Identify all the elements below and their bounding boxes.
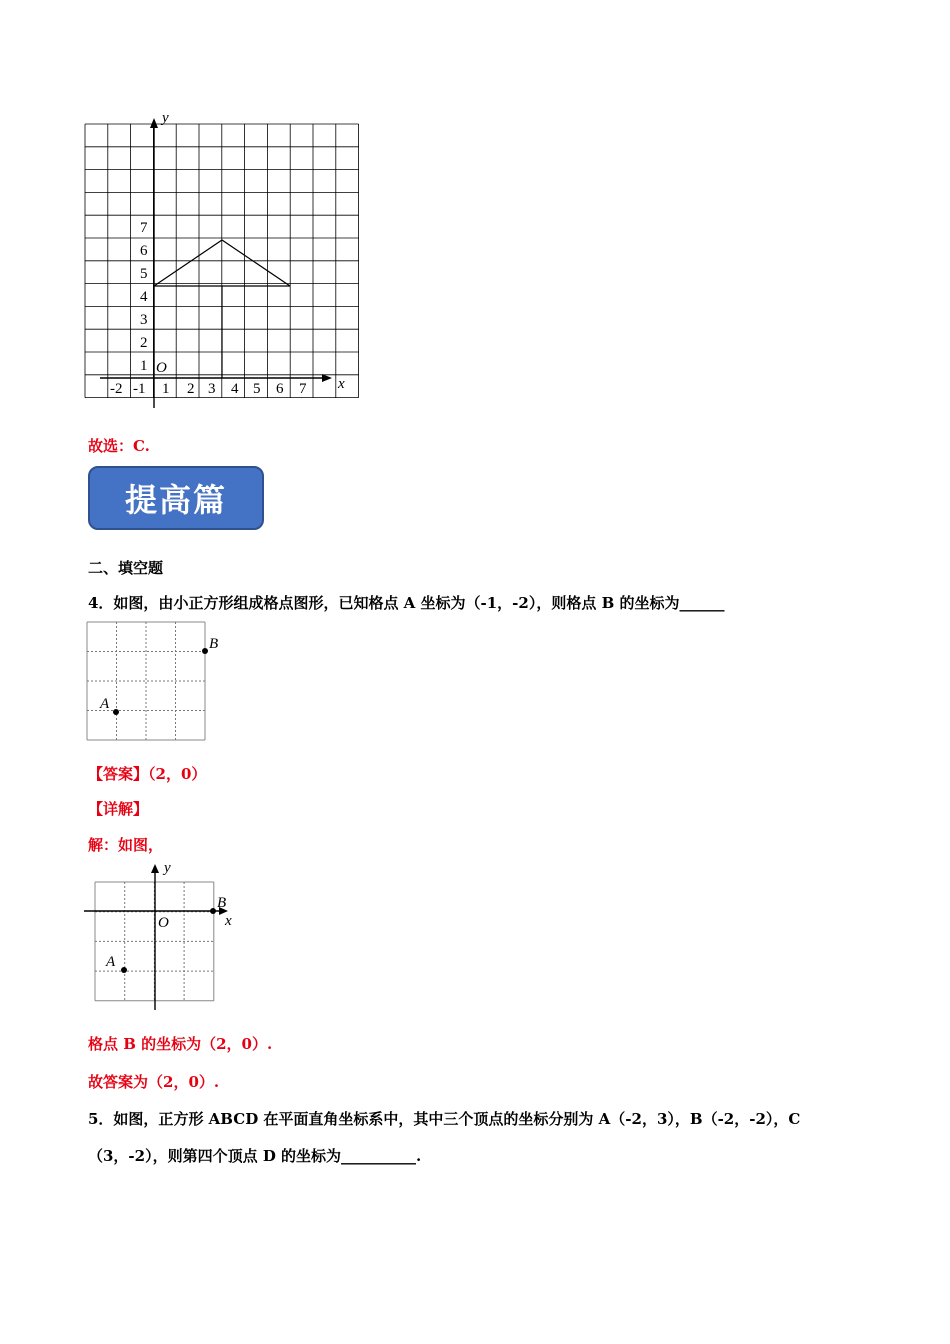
x-tick-label: 4 xyxy=(231,381,239,397)
y-tick-label: 7 xyxy=(140,220,148,236)
point-a xyxy=(113,709,119,715)
y-axis-label: y xyxy=(162,110,169,126)
x-tick-label: -1 xyxy=(133,381,146,397)
point-a-label: A xyxy=(100,696,110,712)
y-tick-label: 1 xyxy=(140,358,148,374)
y-axis-arrow xyxy=(151,864,159,873)
y-axis-arrow xyxy=(150,118,158,128)
question-5-line-2: （3，-2），则第四个顶点 D 的坐标为__________. xyxy=(88,1147,422,1165)
solution-text: 解：如图， xyxy=(88,836,164,854)
answer-choice: 故选：C. xyxy=(88,437,150,455)
x-tick-label: 6 xyxy=(276,381,284,397)
x-tick-label: 2 xyxy=(187,381,195,397)
point-a-label: A xyxy=(106,954,116,970)
answer-4: 【答案】（2，0） xyxy=(88,765,207,783)
point-a xyxy=(121,967,127,973)
x-axis-arrow xyxy=(322,374,332,382)
question-4-grid xyxy=(80,618,230,748)
point-b-label: B xyxy=(209,636,219,652)
y-tick-label: 5 xyxy=(140,266,148,282)
x-axis-label: x xyxy=(225,913,232,929)
x-tick-label: 5 xyxy=(253,381,261,397)
question-5-line-1: 5．如图，正方形 ABCD 在平面直角坐标系中，其中三个顶点的坐标分别为 A（-2，3），B（-2，-2），C xyxy=(88,1110,801,1128)
y-tick-label: 3 xyxy=(140,312,148,328)
point-b-label: B xyxy=(217,895,227,911)
result-line: 格点 B 的坐标为（2，0）. xyxy=(88,1035,273,1053)
origin-label: O xyxy=(158,915,169,931)
origin-label: O xyxy=(156,360,167,376)
x-tick-label: 7 xyxy=(299,381,307,397)
y-tick-label: 4 xyxy=(140,289,148,305)
section-title: 二、填空题 xyxy=(88,559,164,577)
y-axis-label: y xyxy=(164,860,171,876)
x-tick-label: 1 xyxy=(162,381,170,397)
x-tick-label: -2 xyxy=(110,381,123,397)
final-answer-line: 故答案为（2，0）. xyxy=(88,1073,220,1091)
y-tick-label: 6 xyxy=(140,243,148,259)
x-tick-label: 3 xyxy=(208,381,216,397)
y-tick-label: 2 xyxy=(140,335,148,351)
x-axis-label: x xyxy=(338,376,345,392)
question-4: 4．如图，由小正方形组成格点图形，已知格点 A 坐标为（-1，-2），则格点 B 的坐标为______ xyxy=(88,594,725,612)
point-b xyxy=(210,908,216,914)
point-b xyxy=(202,648,208,654)
solution-coordinate-grid xyxy=(84,858,244,1013)
detail-heading: 【详解】 xyxy=(88,800,149,818)
coordinate-grid-graph xyxy=(80,108,370,408)
section-banner: 提高篇 xyxy=(88,466,264,530)
